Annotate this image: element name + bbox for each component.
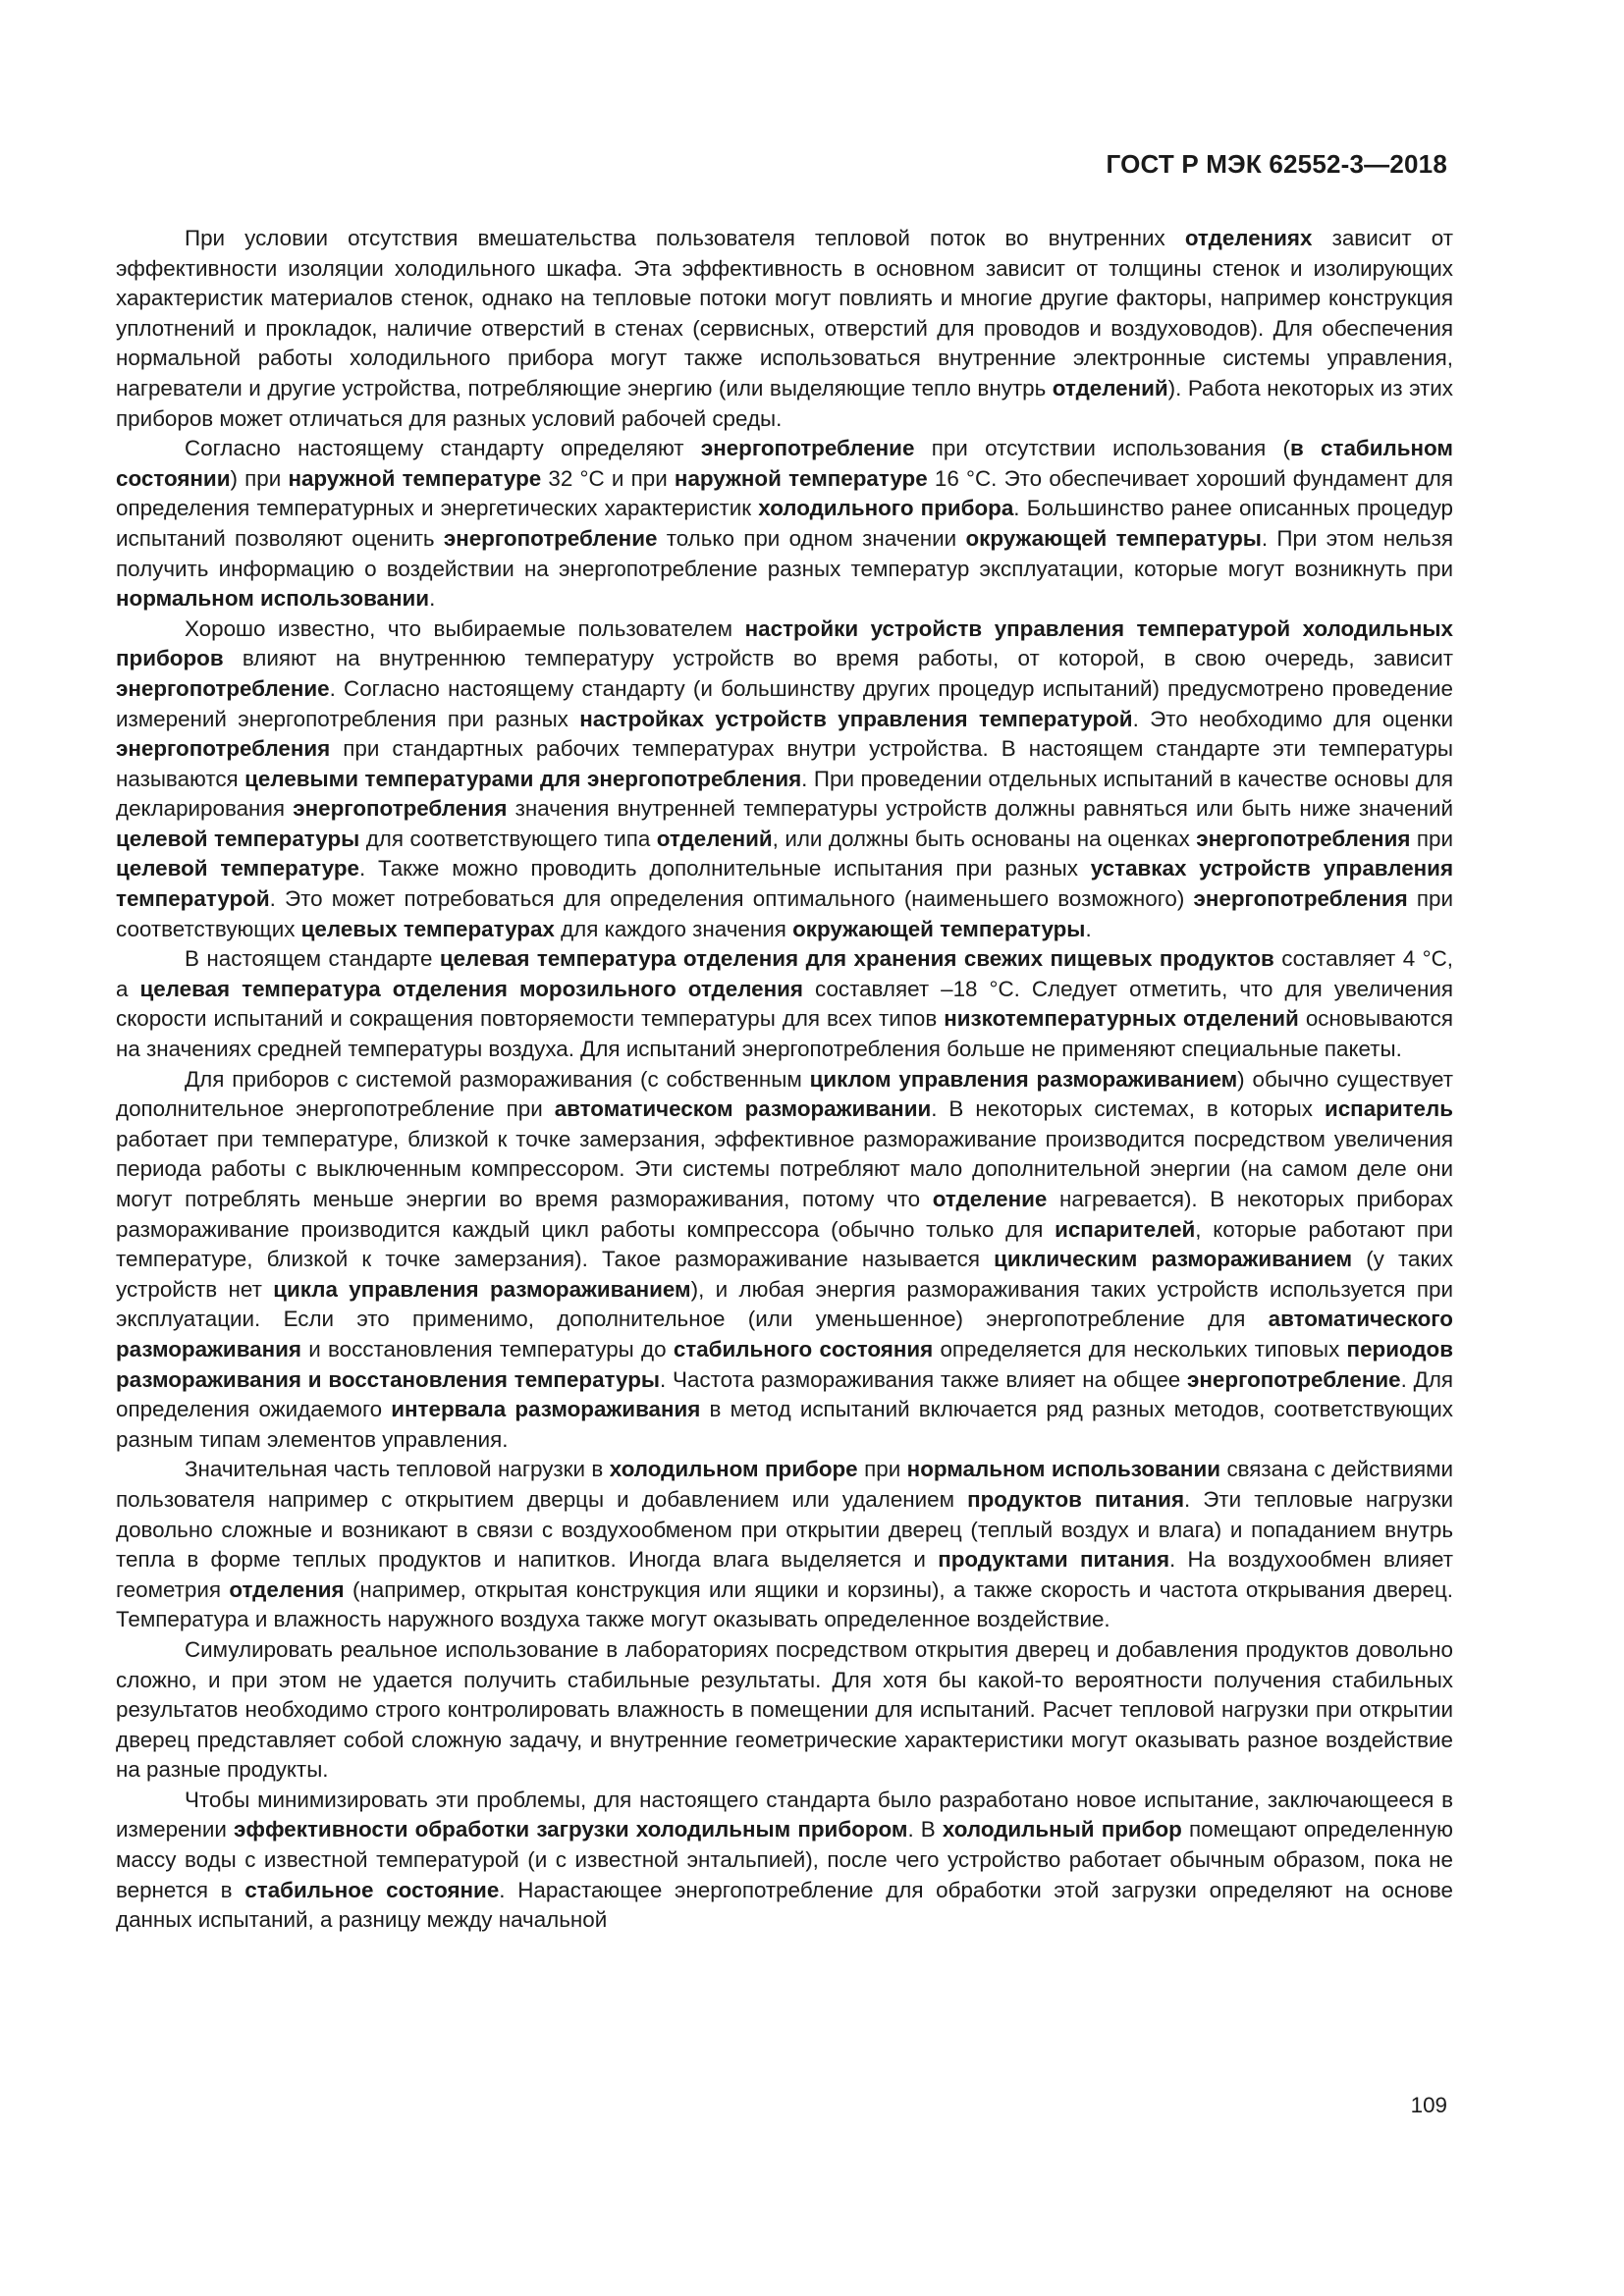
text-run: , которые работают при температуре, близкой к точке замерзания). Такое размораживание называется bbox=[116, 1216, 1453, 1272]
text-run: в метод испытаний включается ряд разных методов, соответствующих разным типам элементов управления. bbox=[116, 1397, 1453, 1452]
text-run: только при одном значении bbox=[657, 525, 966, 551]
text-run: (у таких устройств нет bbox=[116, 1247, 1453, 1302]
bold-term: энергопотребления bbox=[293, 796, 508, 822]
text-run: Значительная часть тепловой нагрузки в bbox=[185, 1457, 610, 1482]
bold-term: испаритель bbox=[1324, 1096, 1453, 1122]
text-run: ) при bbox=[230, 465, 289, 491]
bold-term: продуктов питания bbox=[967, 1486, 1185, 1512]
text-run: . Эти тепловые нагрузки довольно сложные и возникают в связи с воздухообменом при открытии дверец (теплый воздух и влага) и попаданием внутрь тепла в форме теплых продуктов и напитков. Иногда влага выделяется и bbox=[116, 1486, 1454, 1573]
text-run: При условии отсутствия вмешательства пользователя тепловой поток во внутренних bbox=[185, 226, 1185, 250]
bold-term: наружной температуре bbox=[288, 465, 542, 491]
paragraph bbox=[116, 224, 1453, 434]
bold-term: энергопотребление bbox=[116, 675, 330, 701]
bold-term: отделений bbox=[656, 826, 773, 851]
text-run: . Это необходимо для оценки bbox=[1132, 706, 1453, 731]
bold-term: периодов размораживания и восстановления температуры bbox=[116, 1336, 1454, 1392]
bold-term: отделений bbox=[1052, 375, 1168, 400]
text-run: составляет 4 °С, а bbox=[116, 946, 1453, 1001]
text-run: для каждого значения bbox=[554, 916, 793, 941]
paragraph bbox=[116, 614, 1453, 945]
bold-term: целевыми температурами для энергопотребления bbox=[244, 766, 802, 791]
text-run: при bbox=[857, 1457, 907, 1482]
text-run: . На воздухообмен влияет геометрия bbox=[116, 1547, 1453, 1602]
text-run: значения внутренней температуры устройств должны равняться или быть ниже значений bbox=[507, 796, 1454, 822]
text-run: . Это может потребоваться для определения оптимального (наименьшего возможного) bbox=[269, 886, 1194, 912]
bold-term: энергопотребления bbox=[116, 736, 331, 762]
text-run: при отсутствии использования ( bbox=[914, 436, 1290, 461]
text-run: . При этом нельзя получить информацию о воздействии на энергопотребление разных температур эксплуатации, которые могут возникнуть при bbox=[116, 525, 1453, 581]
text-run: Чтобы минимизировать эти проблемы, для настоящего стандарта было разработано новое испытание, заключающееся в измерении bbox=[116, 1787, 1453, 1842]
paragraph bbox=[116, 944, 1453, 1064]
text-run: Хорошо известно, что выбираемые пользователем bbox=[185, 615, 745, 641]
page-number: 109 bbox=[1410, 2093, 1447, 2117]
bold-term: целевая температура отделения морозильного отделения bbox=[139, 976, 803, 1001]
text-run: . Для определения ожидаемого bbox=[116, 1366, 1454, 1422]
text-run: В настоящем стандарте bbox=[185, 946, 440, 972]
text-run: работает при температуре, близкой к точке замерзания, эффективное размораживание производится посредством увеличения периода работы с выключенным компрессором. Эти системы потребляют мало дополнительной энергии (на самом деле они могут потреблять меньше энергии во время размораживания, потому что bbox=[116, 1126, 1453, 1211]
bold-term: настройках устройств управления температурой bbox=[579, 706, 1133, 731]
text-run: и восстановления температуры до bbox=[300, 1336, 674, 1362]
bold-term: автоматическом размораживании bbox=[554, 1096, 932, 1122]
bold-term: цикла управления размораживанием bbox=[273, 1276, 691, 1302]
bold-term: в стабильном состоянии bbox=[116, 436, 1453, 491]
bold-term: наружной температуре bbox=[674, 465, 928, 491]
bold-term: продуктами питания bbox=[938, 1547, 1170, 1573]
text-run: ), и любая энергия размораживания таких устройств используется при эксплуатации. Если это применимо, дополнительное (или уменьшенное) энергопотребление для bbox=[116, 1276, 1453, 1332]
paragraph bbox=[116, 1455, 1453, 1635]
paragraph bbox=[116, 1635, 1453, 1786]
text-run: влияют на внутреннюю температуру устройств во время работы, от которой, в свою очередь, зависит bbox=[223, 646, 1453, 671]
text-run: . Нарастающее энергопотребление для обработки этой загрузки определяют на основе данных испытаний, а разницу между начальной bbox=[116, 1877, 1453, 1933]
text-run: при соответствующих bbox=[116, 886, 1453, 941]
bold-term: холодильном приборе bbox=[609, 1457, 858, 1482]
text-run: при стандартных рабочих температурах внутри устройства. В настоящем стандарте эти температуры называются bbox=[116, 736, 1453, 791]
bold-term: целевая температура отделения для хранения свежих пищевых продуктов bbox=[439, 946, 1274, 972]
bold-term: испарителей bbox=[1055, 1216, 1196, 1242]
text-run: . В bbox=[907, 1817, 943, 1842]
bold-term: целевой температуре bbox=[116, 856, 359, 881]
bold-term: энергопотребление bbox=[700, 436, 915, 461]
text-run: . Также можно проводить дополнительные испытания при разных bbox=[358, 856, 1091, 881]
text-run: . bbox=[1085, 916, 1092, 941]
text-run: 16 °С. Это обеспечивает хороший фундамент для определения температурных и энергетических характеристик bbox=[116, 465, 1453, 521]
bold-term: энергопотребления bbox=[1196, 826, 1411, 851]
bold-term: холодильного прибора bbox=[758, 496, 1014, 521]
text-run: 32 °С и при bbox=[541, 465, 675, 491]
text-run: зависит от эффективности изоляции холодильного шкафа. Эта эффективность в основном зависит от толщины стенок и изолирующих характеристик материалов стенок, однако на тепловые потоки могут повлиять и многие другие факторы, например конструкция уплотнений и прокладок, наличие отверстий в стенах (сервисных, отверстий для проводов и воздуховодов). Для обеспечения нормальной работы холодильного прибора могут также использоваться внутренние электронные системы управления, нагреватели и другие устройства, потребляющие энергию (или выделяющие тепло внутрь bbox=[116, 226, 1453, 400]
bold-term: окружающей температуры bbox=[792, 916, 1086, 941]
paragraph bbox=[116, 434, 1453, 614]
text-run: помещают определенную массу воды с известной температурой (и с известной энтальпией), после чего устройство работает обычным образом, пока не вернется в bbox=[116, 1817, 1453, 1902]
text-run: определяется для нескольких типовых bbox=[933, 1336, 1347, 1362]
paragraph bbox=[116, 1786, 1453, 1936]
body-text bbox=[116, 224, 1453, 1936]
text-run: нагревается). В некоторых приборах размораживание производится каждый цикл работы компрессора (обычно только для bbox=[116, 1187, 1453, 1242]
bold-term: отделения bbox=[229, 1576, 345, 1602]
text-run: , или должны быть основаны на оценках bbox=[772, 826, 1197, 851]
bold-term: энергопотребление bbox=[1187, 1366, 1401, 1392]
text-run: ) обычно существует дополнительное энергопотребление при bbox=[116, 1066, 1453, 1122]
text-run: . В некоторых системах, в которых bbox=[931, 1096, 1325, 1122]
bold-term: эффективности обработки загрузки холодильным прибором bbox=[234, 1817, 908, 1842]
text-run: основываются на значениях средней температуры воздуха. Для испытаний энергопотребления больше не применяют специальные пакеты. bbox=[116, 1006, 1453, 1062]
text-run: . Согласно настоящему стандарту (и большинству других процедур испытаний) предусмотрено проведение измерений энергопотребления при разных bbox=[116, 675, 1453, 731]
text-run: связана с действиями пользователя например с открытием дверцы и добавлением или удалением bbox=[116, 1457, 1453, 1512]
bold-term: энергопотребления bbox=[1193, 886, 1408, 912]
bold-term: интервала размораживания bbox=[391, 1397, 701, 1422]
text-run: при bbox=[1410, 826, 1453, 851]
text-run: Симулировать реальное использование в лабораториях посредством открытия дверец и добавления продуктов довольно сложно, и при этом не удается получить стабильные результаты. Для хотя бы какой-то вероятности получения стабильных результатов необходимо строго контролировать влажность в помещении для испытаний. Расчет тепловой нагрузки при открытии дверец представляет собой сложную задачу, и внутренние геометрические характеристики могут оказывать разное воздействие на разные продукты. bbox=[116, 1636, 1453, 1783]
bold-term: уставках устройств управления температурой bbox=[116, 856, 1454, 912]
text-run: . При проведении отдельных испытаний в качестве основы для декларирования bbox=[116, 766, 1453, 822]
bold-term: стабильное состояние bbox=[244, 1877, 500, 1902]
text-run: (например, открытая конструкция или ящики и корзины), а также скорость и частота открывания дверец. Температура и влажность наружного воздуха также могут оказывать определенное воздействие. bbox=[116, 1576, 1453, 1632]
bold-term: окружающей температуры bbox=[965, 525, 1262, 551]
text-run: Для приборов с системой размораживания (с собственным bbox=[185, 1066, 810, 1092]
text-run: ). Работа некоторых из этих приборов может отличаться для разных условий рабочей среды. bbox=[116, 375, 1453, 431]
bold-term: целевой температуры bbox=[116, 826, 360, 851]
bold-term: нормальном использовании bbox=[116, 586, 430, 612]
bold-term: отделение bbox=[932, 1187, 1048, 1211]
bold-term: автоматического размораживания bbox=[116, 1307, 1453, 1362]
text-run: для соответствующего типа bbox=[359, 826, 657, 851]
text-run: составляет –18 °С. Следует отметить, что для увеличения скорости испытаний и сокращения повторяемости температуры для всех типов bbox=[116, 976, 1453, 1032]
document-code-header: ГОСТ Р МЭК 62552-3—2018 bbox=[1106, 149, 1447, 179]
bold-term: холодильный прибор bbox=[942, 1817, 1182, 1842]
bold-term: отделениях bbox=[1184, 226, 1313, 250]
paragraph bbox=[116, 1065, 1453, 1456]
bold-term: циклом управления размораживанием bbox=[809, 1066, 1238, 1092]
text-run: . Частота размораживания также влияет на общее bbox=[660, 1366, 1188, 1392]
text-run: . bbox=[429, 586, 436, 612]
text-run: . Большинство ранее описанных процедур испытаний позволяют оценить bbox=[116, 496, 1453, 551]
bold-term: циклическим размораживанием bbox=[994, 1247, 1353, 1272]
bold-term: энергопотребление bbox=[443, 525, 658, 551]
bold-term: низкотемпературных отделений bbox=[944, 1006, 1299, 1032]
bold-term: настройки устройств управления температурой холодильных приборов bbox=[116, 615, 1453, 671]
bold-term: целевых температурах bbox=[300, 916, 555, 941]
bold-term: стабильного состояния bbox=[673, 1336, 934, 1362]
bold-term: нормальном использовании bbox=[906, 1457, 1220, 1482]
text-run: Согласно настоящему стандарту определяют bbox=[185, 436, 701, 461]
